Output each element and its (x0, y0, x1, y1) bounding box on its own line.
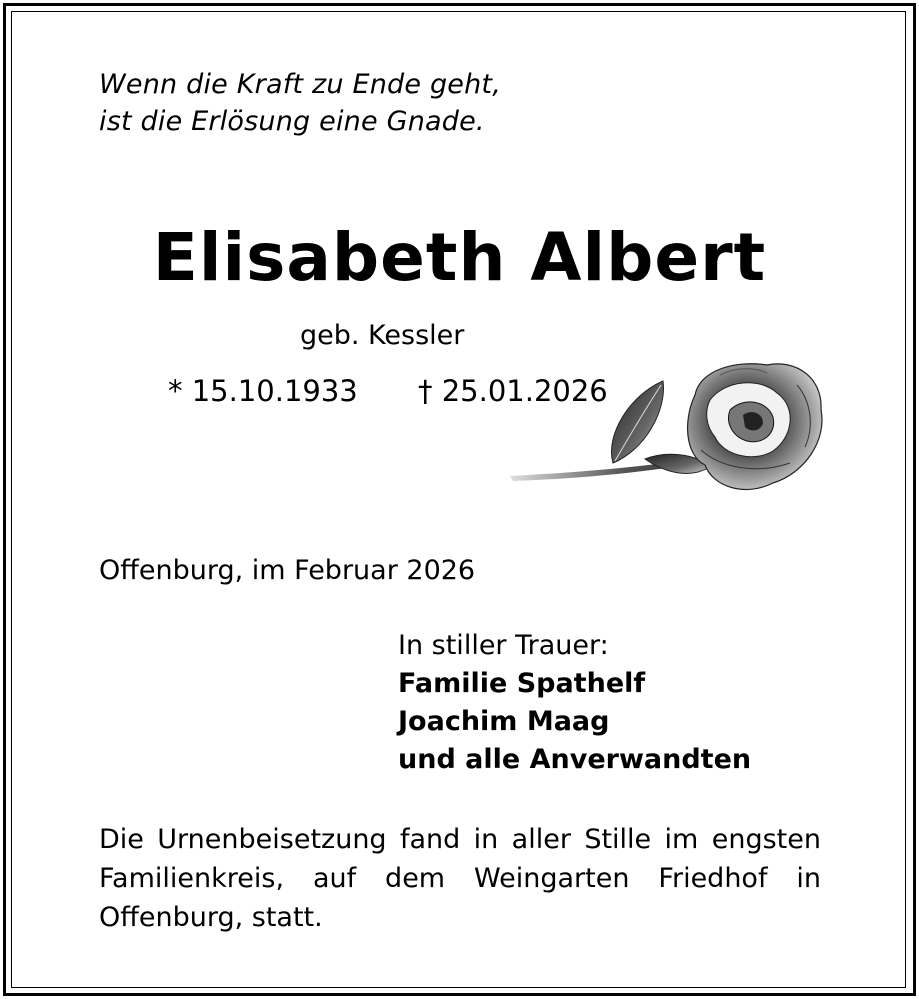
deceased-name: Elisabeth Albert (152, 219, 767, 296)
notice-line-1: Die Urnenbeisetzung fand in aller Stille im engsten (99, 824, 821, 855)
mourner-line: Joachim Maag (398, 706, 610, 737)
birth-date: * 15.10.1933 (168, 374, 358, 408)
motto-line-2: ist die Erlösung eine Gnade. (99, 106, 485, 137)
motto-line-1: Wenn die Kraft zu Ende geht, (99, 69, 501, 100)
mourner-line: und alle Anverwandten (398, 744, 752, 775)
notice-line-2: Familienkreis, auf dem Weingarten Friedhof in (99, 863, 821, 894)
mourners-block (398, 627, 751, 779)
maiden-name: geb. Kessler (300, 320, 465, 351)
mourner-line: Familie Spathelf (398, 668, 646, 699)
mourners-intro: In stiller Trauer: (398, 630, 609, 661)
place-and-date: Offenburg, im Februar 2026 (99, 555, 476, 586)
death-date: † 25.01.2026 (418, 374, 608, 408)
notice-line-3: Offenburg, statt. (99, 902, 323, 933)
rose-icon (505, 355, 830, 505)
burial-notice (99, 820, 821, 937)
motto (99, 66, 501, 140)
